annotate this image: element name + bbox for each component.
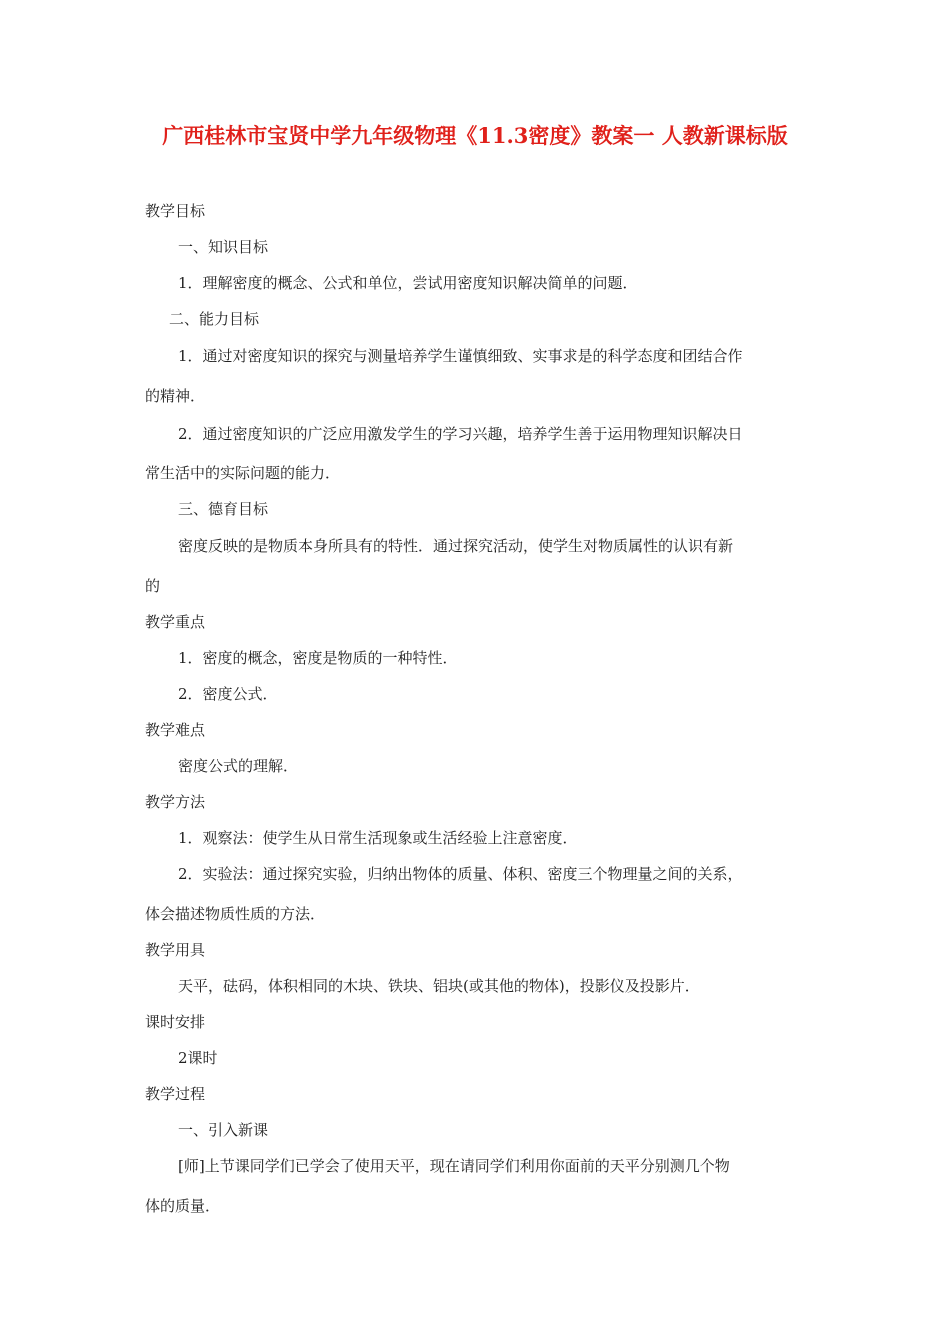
section-heading: 课时安排 (145, 1013, 206, 1031)
paragraph: 1．观察法：使学生从日常生活现象或生活经验上注意密度． (178, 829, 578, 847)
subsection-heading: 一、知识目标 (178, 238, 269, 256)
paragraph-continued: 的精神． (145, 387, 206, 405)
section-heading: 教学用具 (145, 941, 206, 959)
document-title: 广西桂林市宝贤中学九年级物理《11.3密度》教案一 人教新课标版 (162, 123, 788, 148)
section-heading: 教学目标 (145, 202, 206, 220)
paragraph-continued: 常生活中的实际问题的能力． (145, 464, 341, 482)
paragraph: 2．实验法：通过探究实验，归纳出物体的质量、体积、密度三个物理量之间的关系， (178, 865, 743, 883)
paragraph: [师]上节课同学们已学会了使用天平，现在请同学们利用你面前的天平分别测几个物 (178, 1157, 730, 1175)
paragraph: 2．通过密度知识的广泛应用激发学生的学习兴趣，培养学生善于运用物理知识解决日 (178, 425, 743, 443)
subsection-heading: 三、德育目标 (178, 500, 269, 518)
paragraph: 2．密度公式． (178, 685, 278, 703)
section-heading: 教学方法 (145, 793, 206, 811)
paragraph: 2课时 (178, 1049, 218, 1067)
subsection-heading: 一、引入新课 (178, 1121, 269, 1139)
paragraph-continued: 的 (145, 577, 161, 595)
paragraph: 密度反映的是物质本身所具有的特性．通过探究活动，使学生对物质属性的认识有新 (178, 537, 734, 555)
paragraph: 1．密度的概念，密度是物质的一种特性． (178, 649, 458, 667)
paragraph: 密度公式的理解． (178, 757, 299, 775)
section-heading: 教学过程 (145, 1085, 206, 1103)
section-heading: 教学难点 (145, 721, 206, 739)
section-heading: 教学重点 (145, 613, 206, 631)
paragraph-continued: 体会描述物质性质的方法． (145, 905, 326, 923)
paragraph: 天平，砝码，体积相同的木块、铁块、铝块(或其他的物体)，投影仪及投影片． (178, 977, 700, 995)
subsection-heading: 二、能力目标 (169, 310, 260, 328)
paragraph: 1．理解密度的概念、公式和单位，尝试用密度知识解决简单的问题． (178, 274, 638, 292)
paragraph-continued: 体的质量． (145, 1197, 221, 1215)
paragraph: 1．通过对密度知识的探究与测量培养学生谨慎细致、实事求是的科学态度和团结合作 (178, 347, 743, 365)
